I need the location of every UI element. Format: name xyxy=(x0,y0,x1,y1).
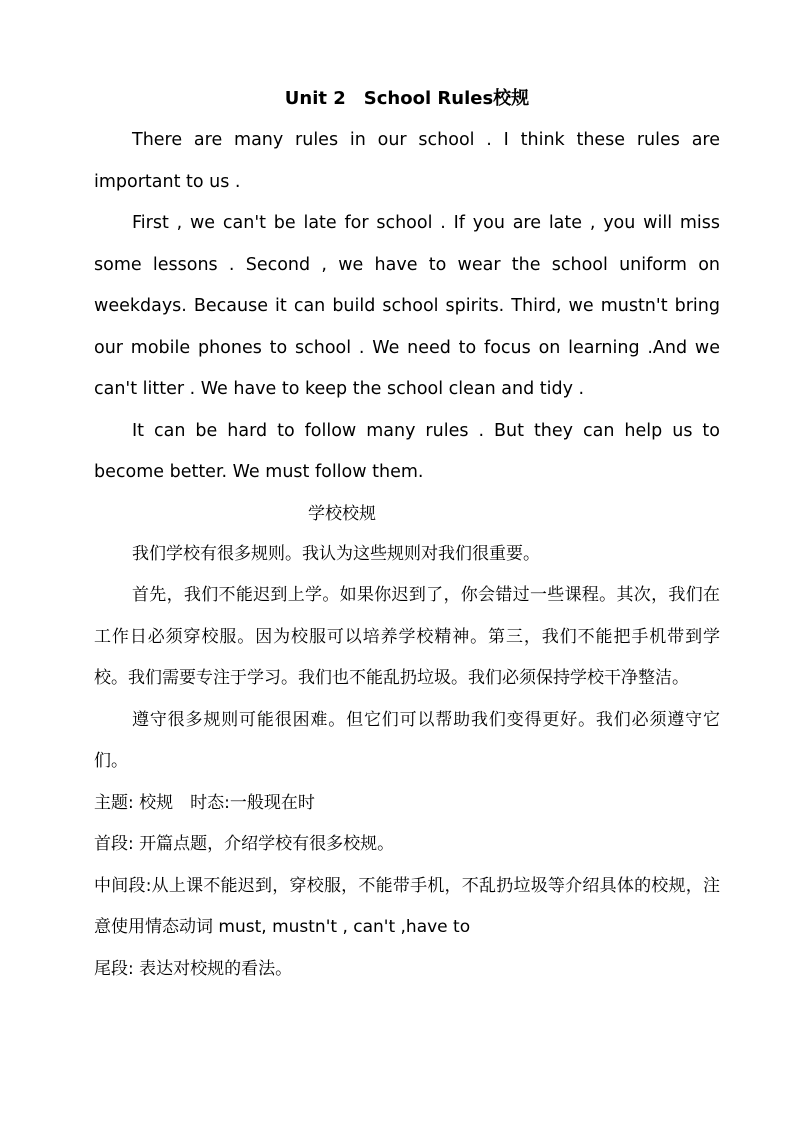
english-paragraph-2: First , we can't be late for school . If you are late , you will miss some lessons . Second , we have to wear the school uniform on weekdays. Because it can build school spirits. Third, we mustn't bring our mobile phones to school . We need to focus on learning .And we can't litter . We have to keep the school clean and tidy . xyxy=(94,213,720,399)
note-first-paragraph: 首段: 开篇点题，介绍学校有很多校规。 xyxy=(94,834,395,854)
note-last-paragraph: 尾段: 表达对校规的看法。 xyxy=(94,958,293,979)
english-paragraph-1: There are many rules in our school . I think these rules are important to us . xyxy=(94,130,720,192)
note-topic: 主题: 校规 时态:一般现在时 xyxy=(94,792,315,813)
english-paragraph-3: It can be hard to follow many rules . But they can help us to become better. We must follow them. xyxy=(94,420,720,482)
chinese-title: 学校校规 xyxy=(308,503,376,524)
document-title: Unit 2 School Rules校规 xyxy=(284,88,530,109)
chinese-paragraph-2: 首先，我们不能迟到上学。如果你迟到了，你会错过一些课程。其次，我们在工作日必须穿校服。因为校服可以培养学校精神。第三，我们不能把手机带到学校。我们需要专注于学习。我们也不能乱扔垃圾。我们必须保持学校干净整洁。 xyxy=(94,585,720,688)
note-middle-paragraph: 中间段:从上课不能迟到，穿校服，不能带手机，不乱扔垃圾等介绍具体的校规，注意使用情态动词 must, mustn't , can't ,have to xyxy=(94,875,720,937)
document-page xyxy=(94,78,720,990)
chinese-paragraph-3: 遵守很多规则可能很困难。但它们可以帮助我们变得更好。我们必须遵守它们。 xyxy=(94,709,720,771)
chinese-paragraph-1: 我们学校有很多规则。我认为这些规则对我们很重要。 xyxy=(132,543,540,564)
